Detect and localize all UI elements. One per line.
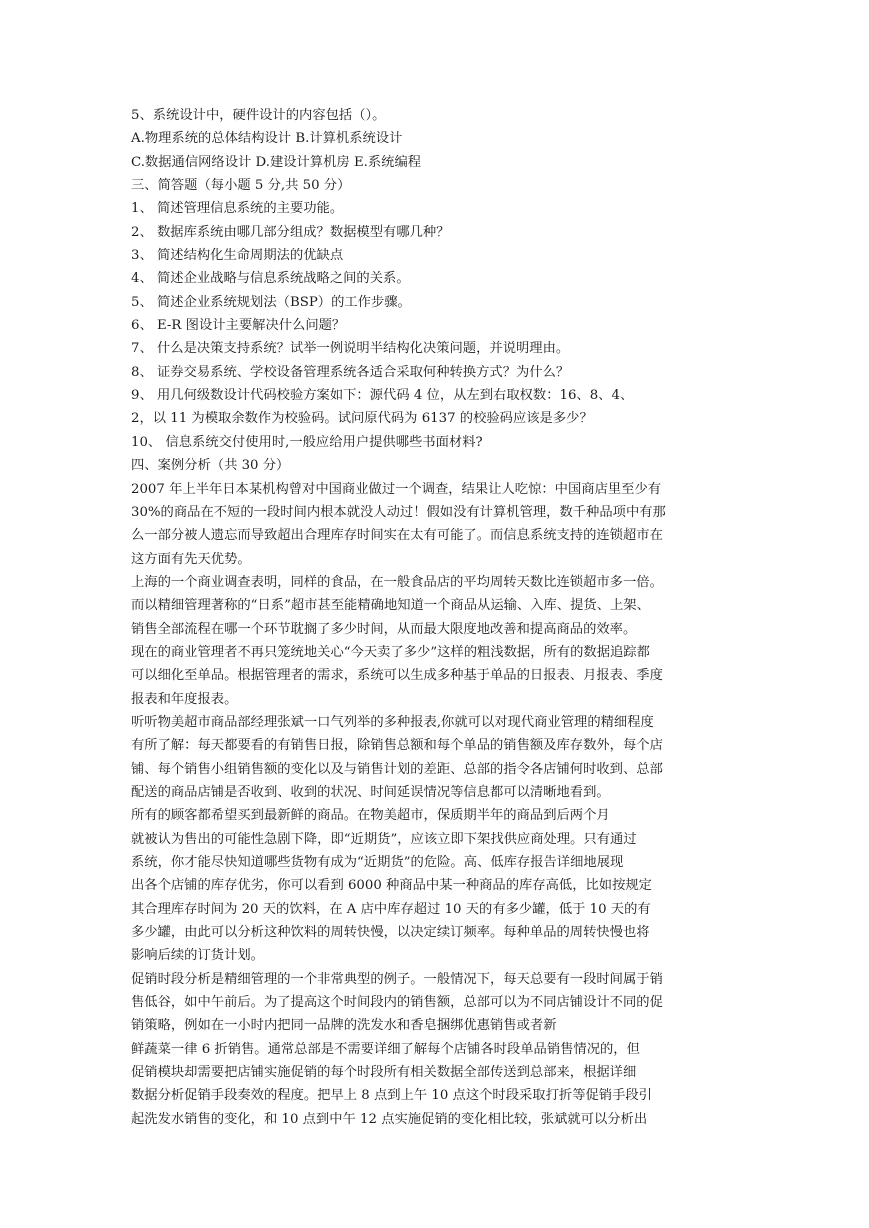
short-answer-q8: 8、 证券交易系统、学校设备管理系统各适合采取何种转换方式？为什么？: [131, 364, 570, 380]
question-5-hardware-design: 5、系统设计中，硬件设计的内容包括（）。: [131, 108, 386, 123]
short-answer-q4: 4、 简述企业战略与信息系统战略之间的关系。: [131, 271, 410, 287]
case-paragraph-4-line-2: 有所了解：每天都要看的有销售日报，除销售总额和每个单品的销售额及库存数外，每个店: [131, 738, 663, 754]
short-answer-q5: 5、 简述企业系统规划法（BSP）的工作步骤。: [131, 294, 411, 310]
short-answer-q9-line-1: 9、 用几何级数设计代码校验方案如下：源代码 4 位，从左到右取权数：16、8、4、: [131, 388, 634, 404]
case-paragraph-6-line-2: 售低谷，如中午前后。为了提高这个时间段内的销售额，总部可以为不同店铺设计不同的促: [131, 995, 663, 1011]
case-paragraph-3-line-1: 现在的商业管理者不再只笼统地关心“今天卖了多少”这样的粗浅数据，所有的数据追踪都: [131, 644, 650, 660]
case-paragraph-5-line-4: 出各个店铺的库存优劣，你可以看到 6000 种商品中某一种商品的库存高低，比如按规定: [131, 878, 652, 894]
case-paragraph-1-line-4: 这方面有先天优势。: [131, 551, 251, 567]
case-paragraph-5-line-7: 影响后续的订货计划。: [131, 948, 264, 964]
case-paragraph-6-line-3: 销策略，例如在一小时内把同一品牌的洗发水和香皂捆绑优惠销售或者新: [131, 1018, 557, 1034]
short-answer-q10: 10、 信息系统交付使用时,一般应给用户提供哪些书面材料?: [131, 434, 483, 450]
section-heading-short-answer: 三、简答题（每小题 5 分,共 50 分）: [131, 178, 351, 194]
case-paragraph-6-line-4: 鲜蔬菜一律 6 折销售。通常总部是不需要详细了解每个店铺各时段单品销售情况的，但: [131, 1041, 640, 1057]
case-paragraph-5-line-1: 所有的顾客都希望买到最新鲜的商品。在物美超市，保质期半年的商品到后两个月: [131, 808, 610, 824]
case-paragraph-3-line-2: 可以细化至单品。根据管理者的需求，系统可以生成多种基于单品的日报表、月报表、季度: [131, 668, 663, 684]
document-page: [131, 104, 741, 1131]
case-paragraph-2-line-3: 销售全部流程在哪一个环节耽搁了多少时间，从而最大限度地改善和提高商品的效率。: [131, 621, 637, 637]
option-line-ab: A.物理系统的总体结构设计 B.计算机系统设计: [131, 131, 403, 147]
case-paragraph-1-line-2: 30%的商品在不短的一段时间内根本就没人动过！假如没有计算机管理，数千种品项中有那: [131, 504, 666, 520]
case-paragraph-5-line-2: 就被认为售出的可能性急剧下降，即“近期货”，应该立即下架找供应商处理。只有通过: [131, 831, 637, 847]
case-paragraph-6-line-6: 数据分析促销手段奏效的程度。把早上 8 点到上午 10 点这个时段采取打折等促销手段引: [131, 1088, 652, 1104]
case-paragraph-5-line-5: 其合理库存时间为 20 天的饮料，在 A 店中库存超过 10 天的有多少罐，低于 10 天的有: [131, 901, 651, 917]
short-answer-q1: 1、 简述管理信息系统的主要功能。: [131, 201, 344, 217]
case-paragraph-1-line-1: 2007 年上半年日本某机构曾对中国商业做过一个调查，结果让人吃惊：中国商店里至少有: [131, 481, 662, 497]
case-paragraph-2-line-2: 而以精细管理著称的“日系”超市甚至能精确地知道一个商品从运输、入库、提货、上架、: [131, 598, 650, 614]
case-paragraph-4-line-4: 配送的商品店铺是否收到、收到的状况、时间延误情况等信息都可以清晰地看到。: [131, 784, 610, 800]
option-line-cde: C.数据通信网络设计 D.建设计算机房 E.系统编程: [131, 154, 422, 170]
short-answer-q2: 2、 数据库系统由哪几部分组成？数据模型有哪几种？: [131, 224, 450, 240]
case-paragraph-3-line-3: 报表和年度报表。: [131, 691, 238, 707]
case-paragraph-5-line-3: 系统，你才能尽快知道哪些货物有成为“近期货”的危险。高、低库存报告详细地展现: [131, 855, 624, 870]
case-paragraph-6-line-7: 起洗发水销售的变化，和 10 点到中午 12 点实施促销的变化相比较，张斌就可以分析出: [131, 1111, 648, 1127]
short-answer-q7: 7、 什么是决策支持系统？试举一例说明半结构化决策问题，并说明理由。: [131, 341, 570, 357]
section-heading-case-analysis: 四、案例分析（共 30 分）: [131, 458, 290, 474]
case-paragraph-2-line-1: 上海的一个商业调查表明，同样的食品，在一般食品店的平均周转天数比连锁超市多一倍。: [131, 574, 663, 590]
case-paragraph-4-line-3: 铺、每个销售小组销售额的变化以及与销售计划的差距、总部的指令各店铺何时收到、总部: [131, 761, 663, 777]
case-paragraph-6-line-5: 促销模块却需要把店铺实施促销的每个时段所有相关数据全部传送到总部来，根据详细: [131, 1065, 637, 1081]
case-paragraph-1-line-3: 么一部分被人遗忘而导致超出合理库存时间实在太有可能了。而信息系统支持的连锁超市在: [131, 528, 663, 544]
short-answer-q9-line-2: 2，以 11 为模取余数作为校验码。试问原代码为 6137 的校验码应该是多少？: [131, 411, 593, 427]
short-answer-q6: 6、 E-R 图设计主要解决什么问题？: [131, 318, 346, 334]
short-answer-q3: 3、 简述结构化生命周期法的优缺点: [131, 248, 344, 264]
case-paragraph-5-line-6: 多少罐，由此可以分析这种饮料的周转快慢，以决定续订频率。每种单品的周转快慢也将: [131, 925, 650, 941]
case-paragraph-6-line-1: 促销时段分析是精细管理的一个非常典型的例子。一般情况下，每天总要有一段时间属于销: [131, 971, 663, 987]
case-paragraph-4-line-1: 听听物美超市商品部经理张斌一口气列举的多种报表,你就可以对现代商业管理的精细程度: [131, 714, 654, 730]
